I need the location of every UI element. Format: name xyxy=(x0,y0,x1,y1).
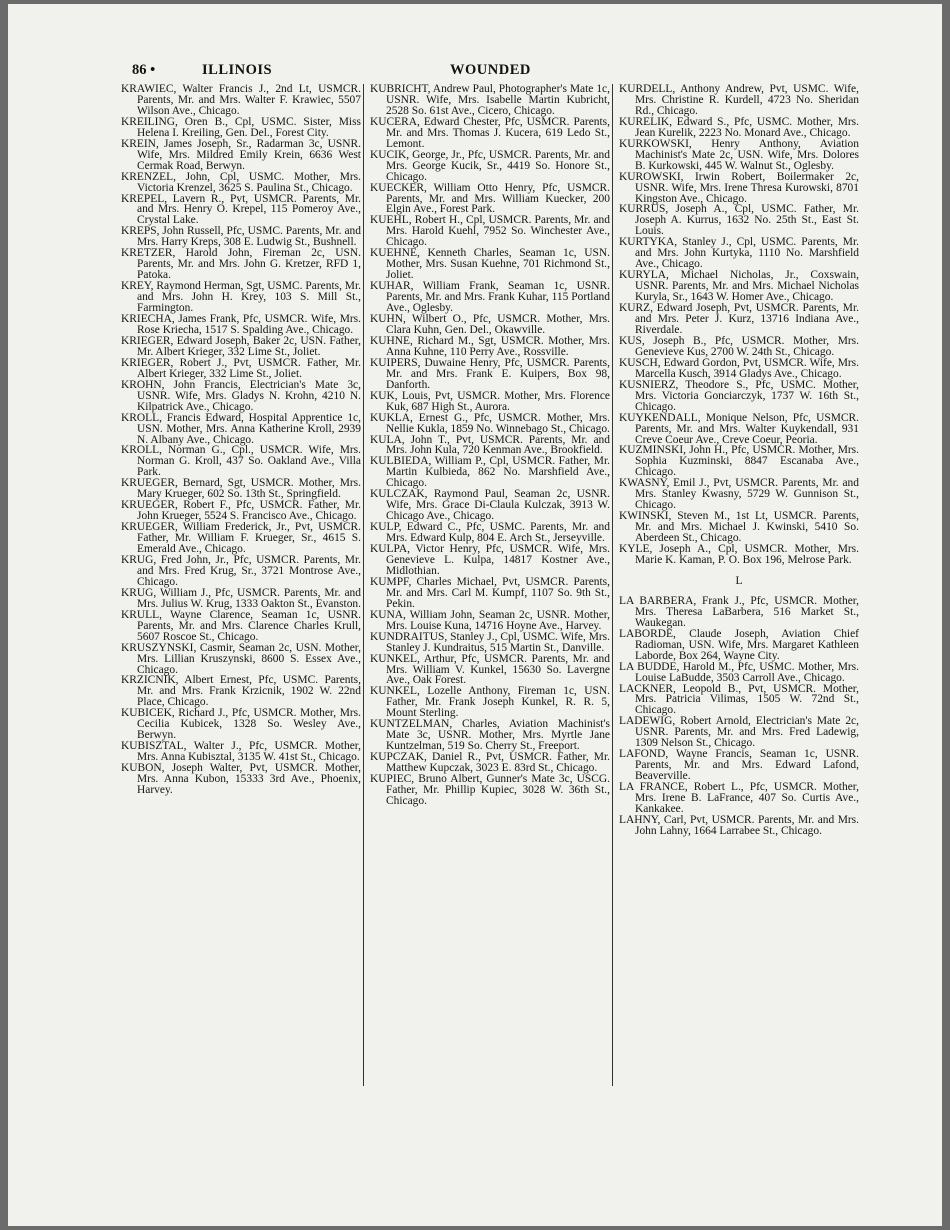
casualty-entry: LABORDE, Claude Joseph, Aviation Chief Radioman, USN. Wife, Mrs. Margaret Kathleen Laborde, Box 264, Wayne City. xyxy=(619,627,859,662)
casualty-entry: KURELIK, Edward S., Pfc, USMC. Mother, Mrs. Jean Kurelik, 2223 No. Monard Ave., Chicago. xyxy=(619,115,859,139)
casualty-entry: KULPA, Victor Henry, Pfc, USMCR. Wife, Mrs. Genevieve L. Kulpa, 14817 Kostner Ave., Midlothian. xyxy=(370,543,610,577)
casualty-entry: KUCIK, George, Jr., Pfc, USMCR. Parents, Mr. and Mrs. George Kucik, Sr., 4419 So. Honore St., Chicago. xyxy=(370,148,610,183)
casualty-entry: KRENZEL, John, Cpl, USMC. Mother, Mrs. Victoria Krenzel, 3625 S. Paulina St., Chicago. xyxy=(121,170,361,194)
casualty-entry: KRUG, Fred John, Jr., Pfc, USMCR. Parents, Mr. and Mrs. Fred Krug, Sr., 3721 Montrose Ave., Chicago. xyxy=(121,553,361,588)
casualty-entry: KREPEL, Lavern R., Pvt, USMCR. Parents, Mr. and Mrs. Henry O. Krepel, 115 Pomeroy Ave., Crystal Lake. xyxy=(121,192,361,227)
casualty-entry: KRUG, William J., Pfc, USMCR. Parents, Mr. and Mrs. Julius W. Krug, 1333 Oakton St., Evanston. xyxy=(121,586,361,610)
column-3-k-entries xyxy=(619,84,859,566)
casualty-entry: KRUEGER, Robert F., Pfc, USMCR. Father, Mr. John Krueger, 5524 S. Francisco Ave., Chicago. xyxy=(121,499,361,523)
casualty-entry: KUHAR, William Frank, Seaman 1c, USNR. Parents, Mr. and Mrs. Frank Kuhar, 115 Portland Ave., Oglesby. xyxy=(370,280,610,315)
casualty-entry: KURRUS, Joseph A., Cpl, USMC. Father, Mr. Joseph A. Kurrus, 1632 No. 25th St., East St. Louis. xyxy=(619,203,859,238)
casualty-entry: KULBIEDA, William P., Cpl, USMCR. Father, Mr. Martin Kulbieda, 862 No. Marshfield Ave., Chicago. xyxy=(370,455,610,490)
casualty-entry: KUKLA, Ernest G., Pfc, USMCR. Mother, Mrs. Nellie Kukla, 1859 No. Winnebago St., Chicago. xyxy=(370,411,610,435)
casualty-entry: KRUSZYNSKI, Casmir, Seaman 2c, USN. Mother, Mrs. Lillian Kruszynski, 8600 S. Essex Ave., Chicago. xyxy=(121,641,361,676)
page-number xyxy=(132,62,155,79)
casualty-entry: KURYLA, Michael Nicholas, Jr., Coxswain, USNR. Parents, Mr. and Mrs. Michael Nicholas Kuryla, Sr., 1643 W. Homer Ave., Chicago. xyxy=(619,269,859,304)
casualty-entry: KREILING, Oren B., Cpl, USMC. Sister, Miss Helena I. Kreiling, Gen. Del., Forest City. xyxy=(121,115,361,139)
page-title: WOUNDED xyxy=(450,62,531,78)
casualty-entry: KUNKEL, Lozelle Anthony, Fireman 1c, USN. Father, Mr. Frank Joseph Kunkel, R. R. 5, Mount Sterling. xyxy=(370,685,610,720)
casualty-entry: KRZICNIK, Albert Ernest, Pfc, USMC. Parents, Mr. and Mrs. Frank Krzicnik, 1902 W. 22nd Place, Chicago. xyxy=(121,674,361,709)
column-3-l-entries xyxy=(619,596,859,837)
casualty-entry: KURKOWSKI, Henry Anthony, Aviation Machinist's Mate 2c, USN. Wife, Mrs. Dolores B. Kurkowski, 445 W. Walnut St., Oglesby. xyxy=(619,137,859,172)
state-name: ILLINOIS xyxy=(202,62,273,78)
casualty-entry: KUNDRAITUS, Stanley J., Cpl, USMC. Wife, Mrs. Stanley J. Kundraitus, 515 Martin St., Danville. xyxy=(370,630,610,654)
casualty-entry: KRUEGER, Bernard, Sgt, USMCR. Mother, Mrs. Mary Krueger, 602 So. 13th St., Springfield. xyxy=(121,477,361,501)
page-header xyxy=(132,62,872,82)
casualty-entry: KRUEGER, William Frederick, Jr., Pvt, USMCR. Father, Mr. William F. Krueger, Sr., 4615 S. Emerald Ave., Chicago. xyxy=(121,521,361,556)
casualty-entry: KULA, John T., Pvt, USMCR. Parents, Mr. and Mrs. John Kula, 720 Kenman Ave., Brookfield. xyxy=(370,433,610,457)
casualty-entry: KUNKEL, Arthur, Pfc, USMCR. Parents, Mr. and Mrs. William V. Kunkel, 15630 So. Lavergne Ave., Oak Forest. xyxy=(370,652,610,687)
casualty-entry: KUPIEC, Bruno Albert, Gunner's Mate 3c, USCG. Father, Mr. Phillip Kupiec, 3028 W. 36th St., Chicago. xyxy=(370,773,610,807)
casualty-entry: KUSCH, Edward Gordon, Pvt, USMCR. Wife, Mrs. Marcella Kusch, 3914 Gladys Ave., Chicago. xyxy=(619,356,859,380)
casualty-entry: KULP, Edward C., Pfc, USMC. Parents, Mr. and Mrs. Edward Kulp, 804 E. Arch St., Jerseyville. xyxy=(370,521,610,545)
casualty-entry: KRIEGER, Robert J., Pvt, USMCR. Father, Mr. Albert Krieger, 332 Lime St., Joliet. xyxy=(121,356,361,380)
casualty-entry: KUIPERS, Duwaine Henry, Pfc, USMCR. Parents, Mr. and Mrs. Frank E. Kuipers, Box 98, Danforth. xyxy=(370,356,610,391)
page-number-value: 86 xyxy=(132,62,147,78)
casualty-entry: KUROWSKI, Irwin Robert, Boilermaker 2c, USNR. Wife, Mrs. Irene Thresa Kurowski, 8701 Kingston Ave., Chicago. xyxy=(619,170,859,205)
casualty-entry: KUBON, Joseph Walter, Pvt, USMCR. Mother, Mrs. Anna Kubon, 15333 3rd Ave., Phoenix, Harvey. xyxy=(121,762,361,796)
casualty-entry: LACKNER, Leopold B., Pvt, USMCR. Mother, Mrs. Patricia Vilimas, 1505 W. 72nd St., Chicago. xyxy=(619,682,859,717)
casualty-entry: KUEHL, Robert H., Cpl, USMCR. Parents, Mr. and Mrs. Harold Kuehl, 7952 So. Winchester Ave., Chicago. xyxy=(370,214,610,249)
casualty-entry: KUNA, William John, Seaman 2c, USNR. Mother, Mrs. Louise Kuna, 14716 Hoyne Ave., Harvey. xyxy=(370,608,610,632)
casualty-entry: KREIN, James Joseph, Sr., Radarman 3c, USNR. Wife, Mrs. Mildred Emily Krein, 6636 West Cermak Road, Berwyn. xyxy=(121,137,361,172)
casualty-entry: KROLL, Francis Edward, Hospital Apprentice 1c, USN. Mother, Mrs. Anna Katherine Kroll, 2939 N. Albany Ave., Chicago. xyxy=(121,411,361,446)
casualty-entry: KUMPF, Charles Michael, Pvt, USMCR. Parents, Mr. and Mrs. Carl M. Kumpf, 1107 So. 9th St., Pekin. xyxy=(370,575,610,610)
casualty-entry: KUHNE, Richard M., Sgt, USMCR. Mother, Mrs. Anna Kuhne, 110 Perry Ave., Rossville. xyxy=(370,334,610,358)
casualty-entry: KWINSKI, Steven M., 1st Lt, USMCR. Parents, Mr. and Mrs. Michael J. Kwinski, 5410 So. Aberdeen St., Chicago. xyxy=(619,510,859,545)
casualty-entry: LA BUDDE, Harold M., Pfc, USMC. Mother, Mrs. Louise LaBudde, 3503 Carroll Ave., Chicago. xyxy=(619,660,859,684)
casualty-entry: LAFOND, Wayne Francis, Seaman 1c, USNR. Parents, Mr. and Mrs. Edward Lafond, Beaverville. xyxy=(619,748,859,783)
casualty-entry: KUHN, Wilbert O., Pfc, USMCR. Mother, Mrs. Clara Kuhn, Gen. Del., Okawville. xyxy=(370,313,610,336)
casualty-entry: KRULL, Wayne Clarence, Seaman 1c, USNR. Parents, Mr. and Mrs. Clarence Charles Krull, 5607 Roscoe St., Chicago. xyxy=(121,608,361,643)
casualty-entry: KUBRICHT, Andrew Paul, Photographer's Mate 1c, USNR. Wife, Mrs. Isabelle Martin Kubricht, 2528 So. 61st Ave., Cicero, Chicago. xyxy=(370,83,610,117)
casualty-entry: KUECKER, William Otto Henry, Pfc, USMCR. Parents, Mr. and Mrs. William Kuecker, 200 Elgin Ave., Forest Park. xyxy=(370,181,610,216)
casualty-entry: KUS, Joseph B., Pfc, USMCR. Mother, Mrs. Genevieve Kus, 2700 W. 24th St., Chicago. xyxy=(619,334,859,358)
casualty-entry: KUYKENDALL, Monique Nelson, Pfc, USMCR. Parents, Mr. and Mrs. Walter Kuykendall, 931 Creve Coeur Ave., Creve Coeur, Peoria. xyxy=(619,411,859,446)
casualty-entry: KUPCZAK, Daniel R., Pvt, USMCR. Father, Mr. Matthew Kupczak, 3023 E. 83rd St., Chicago. xyxy=(370,751,610,775)
casualty-entry: KRETZER, Harold John, Fireman 2c, USN. Parents, Mr. and Mrs. John G. Kretzer, RFD 1, Patoka. xyxy=(121,247,361,282)
casualty-entry: LADEWIG, Robert Arnold, Electrician's Mate 2c, USNR. Parents, Mr. and Mrs. Fred Ladewig, 1309 Nelson St., Chicago. xyxy=(619,715,859,750)
casualty-entry: KROLL, Norman G., Cpl., USMCR. Wife, Mrs. Norman G. Kroll, 437 So. Oakland Ave., Villa Park. xyxy=(121,444,361,479)
casualty-entry: LAHNY, Carl, Pvt, USMCR. Parents, Mr. and Mrs. John Lahny, 1664 Larrabee St., Chicago. xyxy=(619,813,859,837)
casualty-entry: LA FRANCE, Robert L., Pfc, USMCR. Mother, Mrs. Irene B. LaFrance, 407 So. Curtis Ave., Kankakee. xyxy=(619,781,859,815)
casualty-entry: KRIECHA, James Frank, Pfc, USMCR. Wife, Mrs. Rose Kriecha, 1517 S. Spalding Ave., Chicago. xyxy=(121,313,361,336)
column-2 xyxy=(370,84,610,807)
casualty-entry: KRAWIEC, Walter Francis J., 2nd Lt, USMCR. Parents, Mr. and Mrs. Walter F. Krawiec, 5507 Wilson Ave., Chicago. xyxy=(121,83,361,117)
casualty-entry: KWASNY, Emil J., Pvt, USMCR. Parents, Mr. and Mrs. Stanley Kwasny, 5729 W. Gunnison St., Chicago. xyxy=(619,477,859,512)
casualty-entry: KUK, Louis, Pvt, USMCR. Mother, Mrs. Florence Kuk, 687 High St., Aurora. xyxy=(370,389,610,413)
casualty-entry: KREY, Raymond Herman, Sgt, USMC. Parents, Mr. and Mrs. John H. Krey, 103 S. Mill St., Farmington. xyxy=(121,280,361,315)
bullet-separator: • xyxy=(150,62,156,78)
section-letter-heading: L xyxy=(735,574,743,587)
casualty-entry: KUSNIERZ, Theodore S., Pfc, USMC. Mother, Mrs. Victoria Gonciarczyk, 1737 W. 16th St., Chicago. xyxy=(619,378,859,413)
column-divider xyxy=(363,84,364,1086)
casualty-entry: KULCZAK, Raymond Paul, Seaman 2c, USNR. Wife, Mrs. Grace Di-Claula Kulczak, 3913 W. Chicago Ave., Chicago. xyxy=(370,488,610,523)
casualty-entry: LA BARBERA, Frank J., Pfc, USMCR. Mother, Mrs. Theresa LaBarbera, 516 Market St., Waukegan. xyxy=(619,594,859,629)
column-divider xyxy=(612,84,613,1086)
casualty-entry: KUEHNE, Kenneth Charles, Seaman 1c, USN. Mother, Mrs. Susan Kuehne, 701 Richmond St., Joliet. xyxy=(370,247,610,282)
casualty-entry: KURDELL, Anthony Andrew, Pvt, USMC. Wife, Mrs. Christine R. Kurdell, 4723 No. Sheridan Rd., Chicago. xyxy=(619,83,859,117)
casualty-entry: KUZMINSKI, John H., Pfc, USMCR. Mother, Mrs. Sophia Kuzminski, 8847 Escanaba Ave., Chicago. xyxy=(619,444,859,479)
casualty-entry: KUNTZELMAN, Charles, Aviation Machinist's Mate 3c, USNR. Mother, Mrs. Myrtle Jane Kuntzelman, 519 So. Cherry St., Freeport. xyxy=(370,718,610,753)
casualty-entry: KYLE, Joseph A., Cpl, USMCR. Mother, Mrs. Marie K. Kaman, P. O. Box 196, Melrose Park. xyxy=(619,543,859,566)
casualty-entry: KURTYKA, Stanley J., Cpl, USMC. Parents, Mr. and Mrs. John Kurtyka, 1110 No. Marshfield Ave., Chicago. xyxy=(619,236,859,271)
casualty-entry: KREPS, John Russell, Pfc, USMC. Parents, Mr. and Mrs. Harry Kreps, 308 E. Ludwig St., Bushnell. xyxy=(121,225,361,249)
casualty-entry: KROHN, John Francis, Electrician's Mate 3c, USNR. Wife, Mrs. Gladys N. Krohn, 4210 N. Kilpatrick Ave., Chicago. xyxy=(121,378,361,413)
casualty-entry: KURZ, Edward Joseph, Pvt, USMCR. Parents, Mr. and Mrs. Peter J. Kurz, 13716 Indiana Ave., Riverdale. xyxy=(619,302,859,336)
casualty-entry: KUCERA, Edward Chester, Pfc, USMCR. Parents, Mr. and Mrs. Thomas J. Kucera, 619 Ledo St., Lemont. xyxy=(370,115,610,150)
casualty-entry: KUBICEK, Richard J., Pfc, USMCR. Mother, Mrs. Cecilia Kubicek, 1328 So. Wesley Ave., Berwyn. xyxy=(121,707,361,742)
casualty-entry: KUBISZTAL, Walter J., Pfc, USMCR. Mother, Mrs. Anna Kubisztal, 3135 W. 41st St., Chicago. xyxy=(121,740,361,764)
column-1 xyxy=(121,84,361,796)
casualty-entry: KRIEGER, Edward Joseph, Baker 2c, USN. Father, Mr. Albert Krieger, 332 Lime St., Joliet. xyxy=(121,334,361,358)
column-3 xyxy=(619,84,859,837)
